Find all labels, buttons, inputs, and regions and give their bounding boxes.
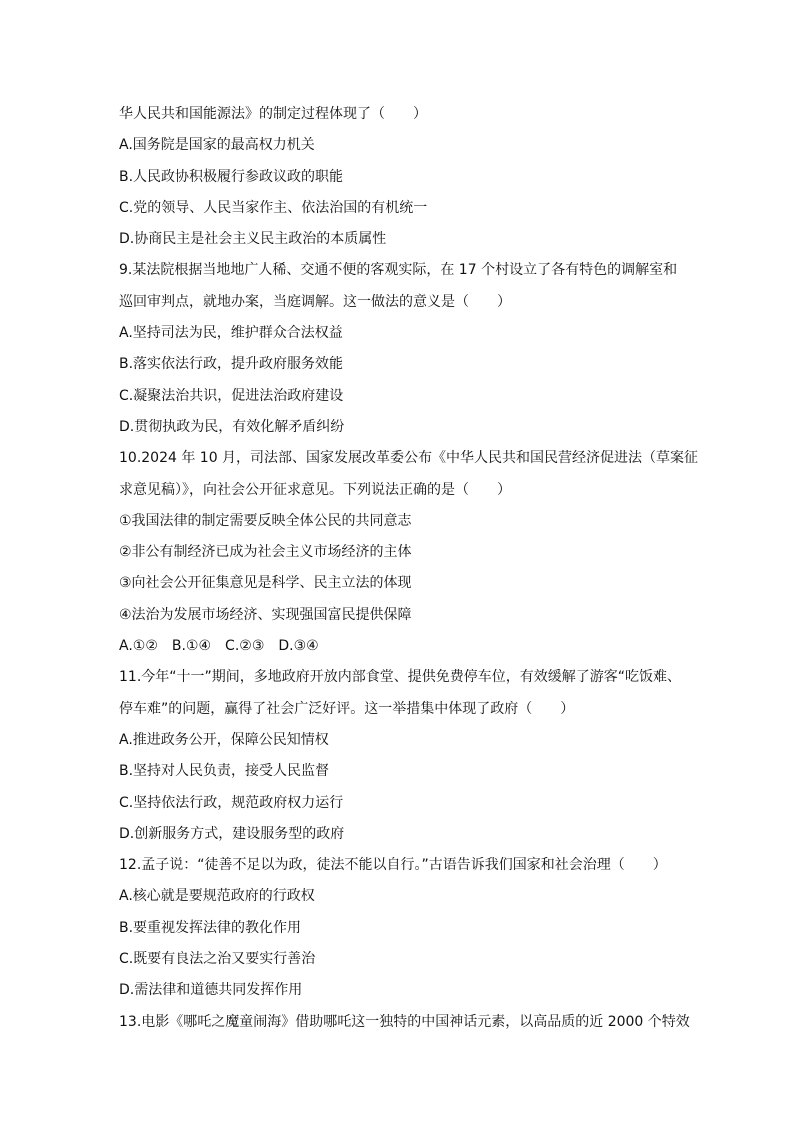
- option-line: A.推进政务公开，保障公民知情权: [119, 731, 329, 748]
- text-line: 华人民共和国能源法》的制定过程体现了（ ）: [119, 106, 427, 122]
- option-line: A.核心就是要规范政府的行政权: [119, 888, 315, 905]
- option-line: B.要重视发挥法律的教化作用: [119, 919, 302, 936]
- option-line: C.党的领导、人民当家作主、依法治国的有机统一: [119, 199, 428, 216]
- option-line: A.坚持司法为民，维护群众合法权益: [119, 325, 343, 342]
- question-9-stem: 9.某法院根据当地地广人稀、交通不便的客观实际，在 17 个村设立了各有特色的调解室和: [119, 262, 678, 279]
- option-line: A.①② B.①④ C.②③ D.③④: [119, 638, 319, 655]
- question-12-stem: 12.孟子说：“徒善不足以为政，徒法不能以自行。”古语告诉我们国家和社会治理（ ）: [119, 857, 667, 874]
- option-line: C.凝聚法治共识，促进法治政府建设: [119, 387, 344, 404]
- question-11-stem: 11.今年“十一”期间，多地政府开放内部食堂、提供免费停车位，有效缓解了游客“吃饭难、: [119, 669, 682, 686]
- statement-line: ③向社会公开征集意见是科学、民主立法的体现: [119, 575, 412, 592]
- option-line: B.坚持对人民负责，接受人民监督: [119, 763, 330, 780]
- option-line: D.协商民主是社会主义民主政治的本质属性: [119, 231, 387, 248]
- document-page: [119, 99, 699, 1038]
- question-9-stem-cont: 巡回审判点，就地办案，当庭调解。这一做法的意义是（ ）: [119, 293, 511, 310]
- option-line: C.既要有良法之治又要实行善治: [119, 951, 316, 968]
- question-13-stem: 13.电影《哪吒之魔童闹海》借助哪吒这一独特的中国神话元素，以高品质的近 2000 个特效: [119, 1013, 690, 1030]
- statement-line: ②非公有制经济已成为社会主义市场经济的主体: [119, 544, 412, 561]
- option-line: A.国务院是国家的最高权力机关: [119, 137, 315, 154]
- question-10-stem: 10.2024 年 10 月，司法部、国家发展改革委公布《中华人民共和国民营经济促进法（草案征: [119, 450, 699, 467]
- option-line: D.创新服务方式，建设服务型的政府: [119, 825, 345, 842]
- option-line: D.需法律和道德共同发挥作用: [119, 982, 303, 999]
- option-line: B.人民政协积极履行参政议政的职能: [119, 168, 344, 185]
- question-10-stem-cont: 求意见稿）》，向社会公开征求意见。下列说法正确的是（ ）: [119, 481, 511, 498]
- question-11-stem-cont: 停车难”的问题，赢得了社会广泛好评。这一举措集中体现了政府（ ）: [119, 700, 575, 717]
- option-line: C.坚持依法行政，规范政府权力运行: [119, 794, 344, 811]
- option-line: D.贯彻执政为民，有效化解矛盾纠纷: [119, 418, 345, 435]
- statement-line: ④法治为发展市场经济、实现强国富民提供保障: [119, 606, 412, 623]
- option-line: B.落实依法行政，提升政府服务效能: [119, 356, 344, 373]
- statement-line: ①我国法律的制定需要反映全体公民的共同意志: [119, 512, 412, 529]
